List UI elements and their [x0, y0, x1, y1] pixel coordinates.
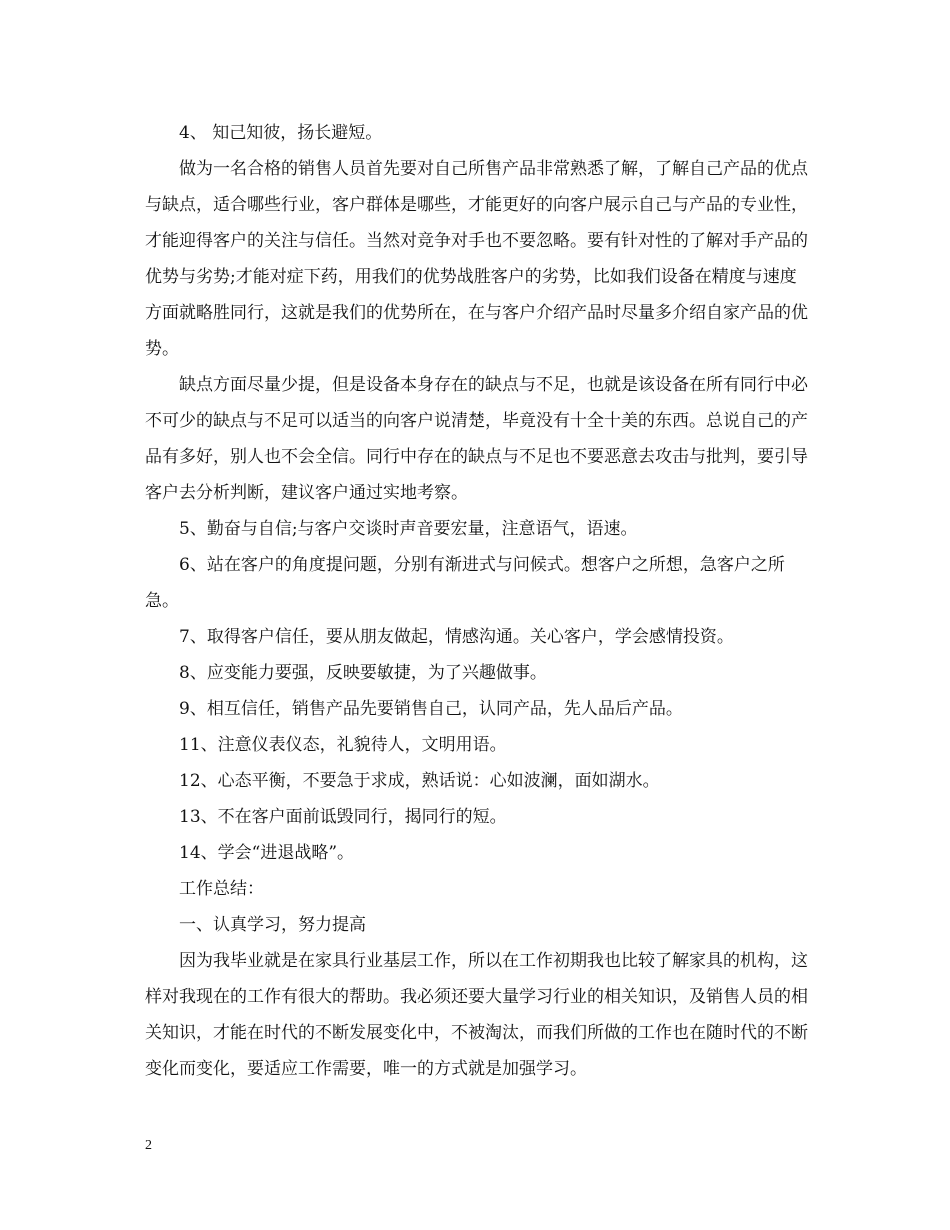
paragraph-know-product: 做为一名合格的销售人员首先要对自己所售产品非常熟悉了解，了解自己产品的优点与缺点，适合哪些行业，客户群体是哪些，才能更好的向客户展示自己与产品的专业性，才能迎得客户的关注与信任。当然对竞争对手也不要忽略。要有针对性的了解对手产品的优势与劣势;才能对症下药，用我们的优势战胜客户的劣势，比如我们设备在精度与速度方面就略胜同行，这就是我们的优势所在，在与客户介绍产品时尽量多介绍自家产品的优势。 [145, 159, 808, 359]
paragraph-study: 因为我毕业就是在家具行业基层工作，所以在工作初期我也比较了解家具的机构，这样对我现在的工作有很大的帮助。我必须还要大量学习行业的相关知识，及销售人员的相关知识，才能在时代的不断发展变化中，不被淘汰，而我们所做的工作也在随时代的不断变化而变化，要适应工作需要，唯一的方式就是加强学习。 [145, 951, 808, 1079]
paragraph-tip-5: 5、勤奋与自信;与客户交谈时声音要宏量，注意语气，语速。 [179, 519, 638, 539]
paragraph-tip-8: 8、应变能力要强，反映要敏捷，为了兴趣做事。 [179, 663, 547, 683]
paragraph-tip-13: 13、不在客户面前诋毁同行，揭同行的短。 [179, 807, 507, 827]
document-body [145, 115, 810, 1087]
paragraph-tip-4: 4、 知己知彼，扬长避短。 [179, 123, 383, 143]
page-number: 2 [145, 1138, 152, 1153]
paragraph-weaknesses: 缺点方面尽量少提，但是设备本身存在的缺点与不足，也就是该设备在所有同行中必不可少的缺点与不足可以适当的向客户说清楚，毕竟没有十全十美的东西。总说自己的产品有多好，别人也不会全信。同行中存在的缺点与不足也不要恶意去攻击与批判，要引导客户去分析判断，建议客户通过实地考察。 [145, 375, 808, 503]
section-heading-work-summary: 工作总结： [179, 879, 264, 899]
paragraph-tip-7: 7、取得客户信任，要从朋友做起，情感沟通。关心客户，学会感情投资。 [179, 627, 734, 647]
paragraph-tip-6: 6、站在客户的角度提问题，分别有渐进式与问候式。想客户之所想，急客户之所急。 [145, 555, 785, 611]
subheading-study: 一、认真学习，努力提高 [179, 915, 366, 935]
paragraph-tip-9: 9、相互信任，销售产品先要销售自己，认同产品，先人品后产品。 [179, 699, 683, 719]
paragraph-tip-12: 12、心态平衡，不要急于求成，熟话说：心如波澜，面如湖水。 [179, 771, 660, 791]
paragraph-tip-11: 11、注意仪表仪态，礼貌待人，文明用语。 [179, 735, 507, 755]
paragraph-tip-14: 14、学会“进退战略”。 [179, 843, 355, 863]
